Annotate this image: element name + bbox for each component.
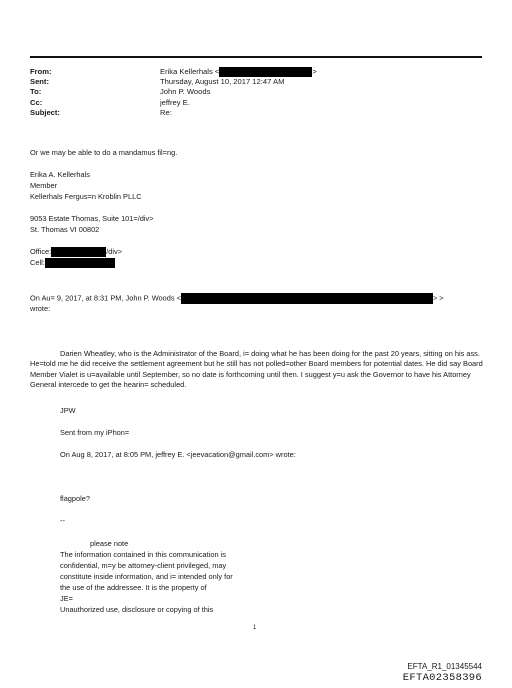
to-value: John P. Woods <box>160 87 211 97</box>
sent-from-line: Sent from my iPhon= <box>60 428 130 437</box>
cc-value: jeffrey E. <box>160 97 190 107</box>
from-label: From: <box>30 67 52 76</box>
office-label: Office: <box>30 247 52 256</box>
quote-1-end: > > <box>432 293 444 303</box>
notice-line-1: The information contained in this communication is <box>60 550 226 559</box>
sent-label: Sent: <box>30 77 49 87</box>
redaction-box <box>181 293 433 304</box>
header-rule <box>30 56 482 58</box>
office-tail: /div> <box>106 247 123 256</box>
redaction-box <box>219 67 312 77</box>
notice-line-6: Unauthorized use, disclosure or copying of this <box>60 605 214 614</box>
flagpole-line: flagpole? <box>60 494 90 503</box>
separator-dashes: -- <box>60 516 65 525</box>
signature-firm: Kellerhals Fergus=n Kroblin PLLC <box>30 192 142 201</box>
quote-1-header <box>30 293 444 304</box>
page-number: 1 <box>253 625 257 631</box>
from-value <box>160 67 317 77</box>
cell-label: Cell: <box>30 258 45 267</box>
subject-value: Re: <box>160 107 172 117</box>
from-name: Erika Kellerhals < <box>160 67 220 76</box>
office-line <box>30 247 122 257</box>
body-line-1: Or we may be able to do a mandamus fil=ng. <box>30 148 178 157</box>
notice-line-5: JE= <box>60 594 73 603</box>
cc-label: Cc: <box>30 97 43 107</box>
address-line-2: St. Thomas VI 00802 <box>30 225 100 234</box>
body-paragraph: Darien Wheatley, who is the Administrator of the Board, i= doing what he has been doing for the past 20 years, sitting on his ass. He=told me he did receive the settlement agreement but he still has not polled=other Board members for potential dates. He did say Board Member Vialet is u=available until September, so no date is forthcoming until then. I suggest y=u ask the Governor to have his Attorney General intercede to get the hearin= scheduled. <box>30 349 483 390</box>
quote-1-start: On Au= 9, 2017, at 8:31 PM, John P. Woods < <box>30 293 181 303</box>
from-end: > <box>312 67 317 76</box>
signoff-initials: JPW <box>60 406 76 415</box>
address-line-1: 9053 Estate Thomas, Suite 101=/div> <box>30 214 154 223</box>
signature-name: Erika A. Kellerhals <box>30 170 90 179</box>
redaction-box <box>51 247 106 257</box>
please-note: please note <box>90 539 129 548</box>
notice-line-2: confidential, m=y be attorney-client privileged, may <box>60 561 227 570</box>
cell-line <box>30 258 115 268</box>
signature-title: Member <box>30 181 58 190</box>
quote-2-header: On Aug 8, 2017, at 8:05 PM, jeffrey E. <jeevacation@gmail.com> wrote: <box>60 450 296 459</box>
notice-line-4: the use of the addressee. It is the property of <box>60 583 207 592</box>
redaction-box <box>45 258 115 268</box>
efta-id-large: EFTA02358396 <box>402 672 482 684</box>
subject-label: Subject: <box>30 107 60 117</box>
sent-value: Thursday, August 10, 2017 12:47 AM <box>160 77 285 87</box>
notice-line-3: constitute inside information, and i= intended only for <box>60 572 233 581</box>
efta-id-small: EFTA_R1_01345544 <box>407 662 482 671</box>
quote-1-wrote: wrote: <box>30 304 51 313</box>
to-label: To: <box>30 87 42 97</box>
